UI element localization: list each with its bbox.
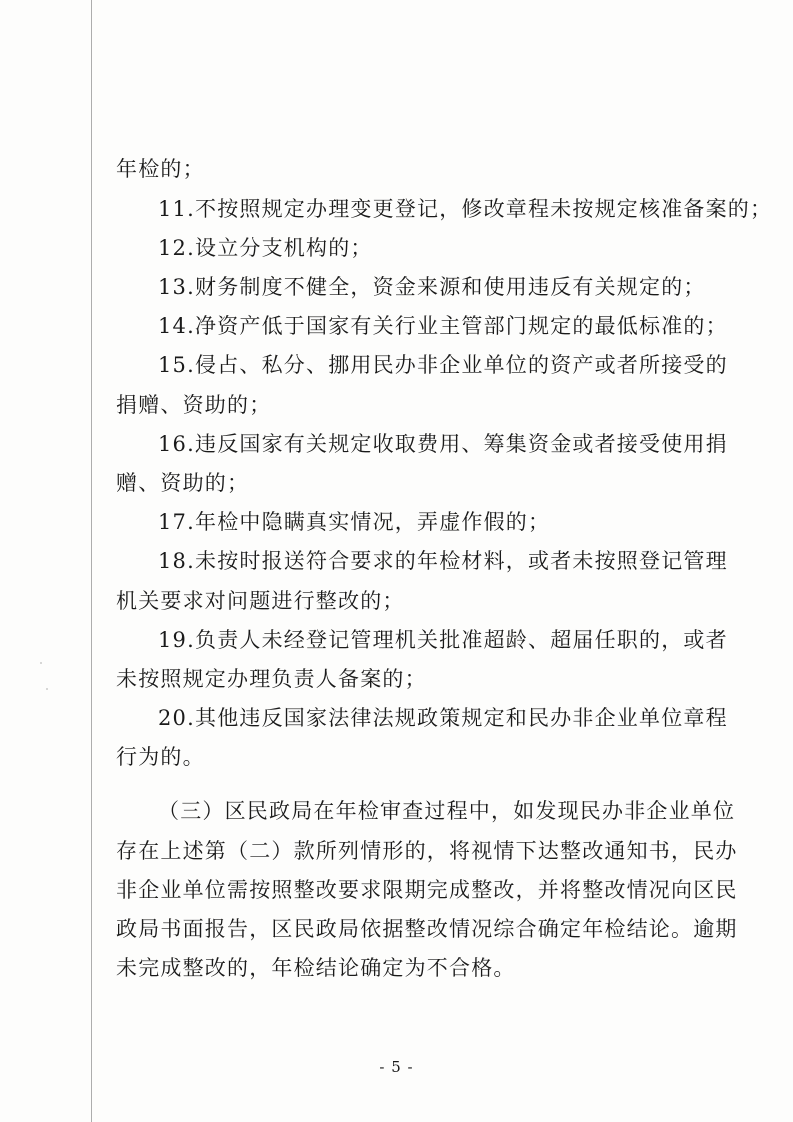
scan-speck: [40, 662, 42, 664]
text-line: 年检的；: [116, 157, 205, 181]
paragraph-line: 非企业单位需按照整改要求限期完成整改，并将整改情况向区民: [116, 878, 738, 902]
list-item-11: 11.不按照规定办理变更登记，修改章程未按规定核准备案的；: [158, 197, 773, 221]
list-item-12: 12.设立分支机构的；: [158, 236, 373, 260]
paragraph-line: 未完成整改的，年检结论确定为不合格。: [116, 956, 516, 980]
list-item-17: 17.年检中隐瞒真实情况，弄虚作假的；: [158, 510, 551, 534]
list-item-13: 13.财务制度不健全，资金来源和使用违反有关规定的；: [158, 275, 706, 299]
list-item-18-cont: 机关要求对问题进行整改的；: [116, 589, 405, 613]
page-number: - 5 -: [379, 1058, 414, 1076]
list-item-14: 14.净资产低于国家有关行业主管部门规定的最低标准的；: [158, 314, 728, 338]
list-item-15: 15.侵占、私分、挪用民办非企业单位的资产或者所接受的: [158, 353, 728, 377]
binding-margin-line: [91, 0, 92, 1122]
list-item-19: 19.负责人未经登记管理机关批准超龄、超届任职的，或者: [158, 628, 728, 652]
list-item-20: 20.其他违反国家法律法规政策规定和民办非企业单位章程: [158, 706, 728, 730]
list-item-16: 16.违反国家有关规定收取费用、筹集资金或者接受使用捐: [158, 432, 728, 456]
list-item-15-cont: 捐赠、资助的；: [116, 393, 272, 417]
list-item-19-cont: 未按照规定办理负责人备案的；: [116, 667, 427, 691]
paragraph-line: 存在上述第（二）款所列情形的，将视情下达整改通知书，民办: [116, 839, 738, 863]
list-item-16-cont: 赠、资助的；: [116, 471, 250, 495]
list-item-18: 18.未按时报送符合要求的年检材料，或者未按照登记管理: [158, 549, 728, 573]
list-item-20-cont: 行为的。: [116, 745, 205, 769]
scan-speck: [46, 688, 48, 690]
section-three-paragraph: （三）区民政局在年检审查过程中，如发现民办非企业单位: [158, 799, 736, 823]
paragraph-line: 政局书面报告，区民政局依据整改情况综合确定年检结论。逾期: [116, 917, 738, 941]
